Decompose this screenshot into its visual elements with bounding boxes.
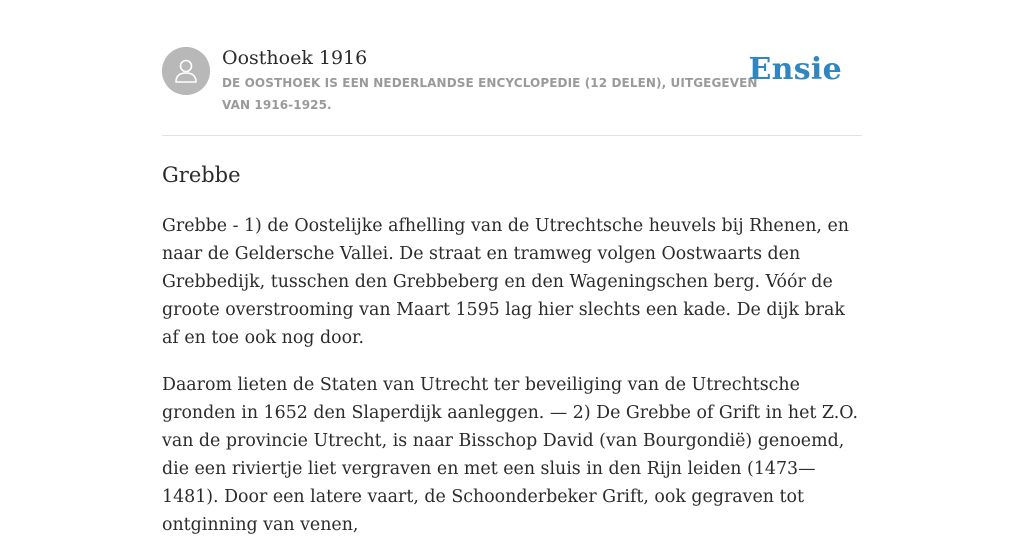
brand-logo[interactable]: Ensie (748, 52, 842, 87)
source-title[interactable]: Oosthoek 1916 (222, 47, 368, 69)
user-avatar-icon[interactable] (162, 47, 210, 95)
header-divider (162, 135, 862, 136)
article-title: Grebbe (162, 163, 241, 187)
source-header (162, 46, 862, 118)
article-body (162, 212, 866, 558)
source-description: DE OOSTHOEK IS EEN NEDERLANDSE ENCYCLOPEDIE (12 DELEN), UITGEGEVEN VAN 1916-1925. (222, 76, 758, 112)
article-paragraph: Daarom lieten de Staten van Utrecht ter beveiliging van de Utrechtsche gronden in 1652 den Slaperdijk aanleggen. — 2) De Grebbe of Grift in het Z.O. van de provincie Utrecht, is naar Bisschop David (van Bourgondië) genoemd, die een riviertje liet vergraven en met een sluis in den Rijn leiden (1473—1481). Door een latere vaart, de Schoonderbeker Grift, ook gegraven tot ontginning van venen, (162, 375, 858, 535)
article-paragraph: Grebbe - 1) de Oostelijke afhelling van de Utrechtsche heuvels bij Rhenen, en naar de Geldersche Vallei. De straat en tramweg volgen Oostwaarts den Grebbedijk, tusschen den Grebbeberg en den Wageningschen berg. Vóór de groote overstrooming van Maart 1595 lag hier slechts een kade. De dijk brak af en toe ook nog door. (162, 216, 849, 348)
